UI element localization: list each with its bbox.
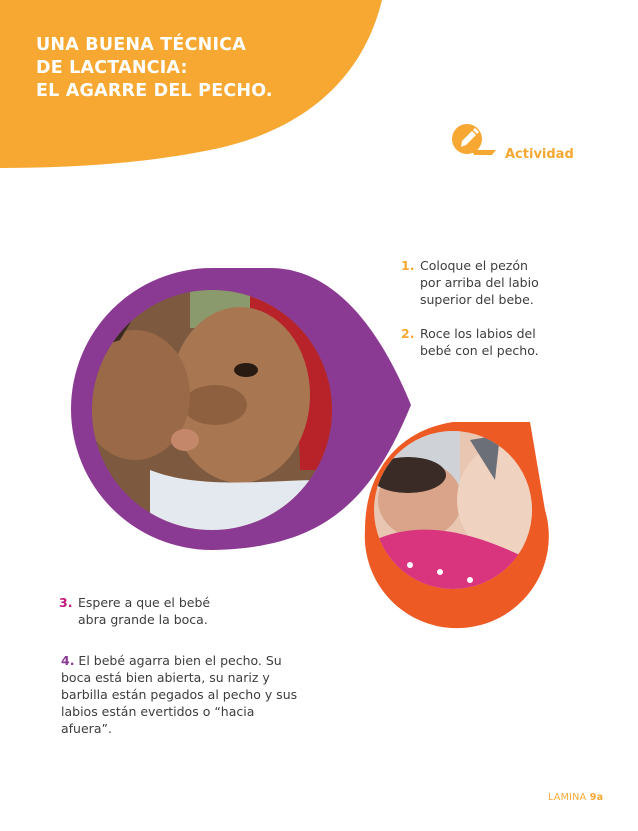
page-number-label <box>548 792 603 803</box>
step-2-text: Roce los labios del bebé con el pecho. <box>420 326 539 358</box>
title-line-2: DE LACTANCIA: <box>36 58 188 78</box>
title-line-1: UNA BUENA TÉCNICA <box>36 35 246 55</box>
step-1-number: 1. <box>401 258 415 273</box>
step-1 <box>401 257 539 308</box>
step-1-text: Coloque el pezón por arriba del labio superior del bebe. <box>420 258 539 307</box>
page-prefix: LAMINA <box>548 792 587 803</box>
activity-label: Actividad <box>505 147 574 162</box>
step-3 <box>59 594 210 628</box>
page-title <box>36 34 273 103</box>
page-number: 9a <box>589 792 604 803</box>
step-3-number: 3. <box>59 595 73 610</box>
step-2-number: 2. <box>401 326 415 341</box>
step-4-number: 4. <box>61 653 75 668</box>
step-4-text: El bebé agarra bien el pecho. Su boca está bien abierta, su nariz y barbilla están pegados al pecho y sus labios están evertidos o “hacia afuera”. <box>61 653 298 736</box>
step-2 <box>401 325 539 359</box>
step-4 <box>61 652 301 737</box>
title-line-3: EL AGARRE DEL PECHO. <box>36 81 273 101</box>
step-3-text: Espere a que el bebé abra grande la boca. <box>78 595 211 627</box>
